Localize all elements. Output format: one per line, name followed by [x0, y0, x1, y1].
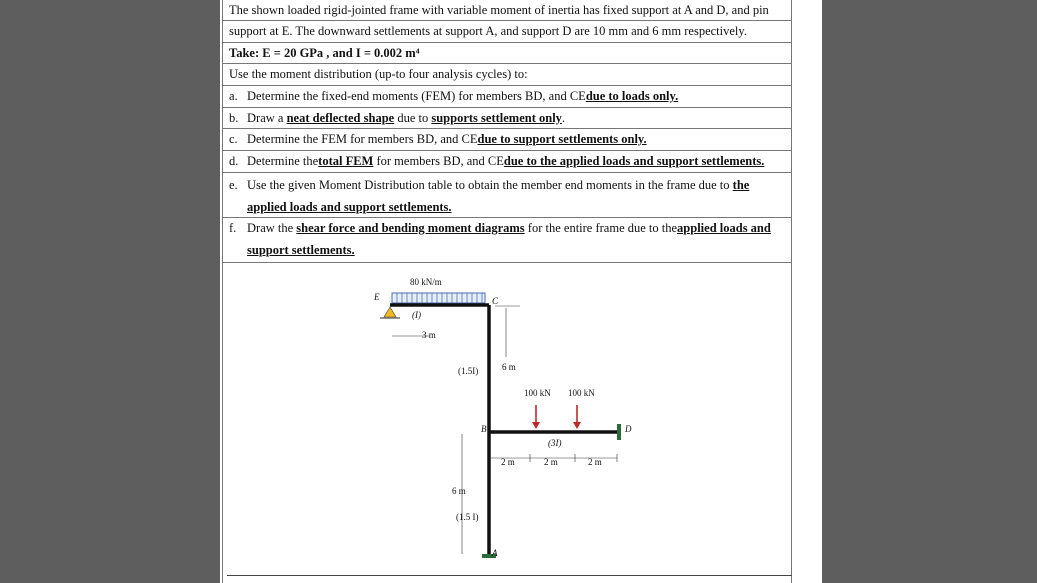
- inertia-ec: (I): [412, 310, 421, 320]
- pin-support-e-icon: [384, 307, 396, 317]
- dimension-lines: [392, 306, 617, 554]
- inertia-cb: (1.5I): [458, 366, 479, 376]
- span-ec: 3 m: [422, 330, 436, 340]
- label-d: D: [625, 424, 632, 434]
- label-b: B: [481, 424, 487, 434]
- text-line-3: Take: E = 20 GPa , and I = 0.002 m⁴: [222, 43, 792, 64]
- height-ba: 6 m: [452, 486, 466, 496]
- bottom-rule: [227, 575, 792, 576]
- text-line-2: support at E. The downward settlements at support A, and support D are 10 mm and 6 mm respectively.: [222, 21, 792, 43]
- udl-label: 80 kN/m: [410, 277, 442, 287]
- inertia-ba: (1.5 I): [456, 512, 479, 522]
- text-line-4: Use the moment distribution (up-to four analysis cycles) to:: [222, 64, 792, 86]
- text-line-1: The shown loaded rigid-jointed frame with variable moment of inertia has fixed support at A and D, and pin: [222, 0, 792, 21]
- item-b: b. Draw a neat deflected shape due to supports settlement only.: [222, 108, 792, 129]
- label-c: C: [492, 296, 499, 306]
- frame-figure: [370, 272, 640, 572]
- item-c: c. Determine the FEM for members BD, and CEdue to support settlements only.: [222, 129, 792, 151]
- load-label-1: 100 kN: [524, 388, 551, 398]
- udl-block: [392, 293, 485, 303]
- dim-1: 2 m: [501, 457, 515, 467]
- label-a: A: [492, 548, 498, 558]
- dim-3: 2 m: [588, 457, 602, 467]
- height-cb: 6 m: [502, 362, 516, 372]
- item-f: f. Draw the shear force and bending moment diagrams for the entire frame due to theapplied loads and support settlements.: [222, 218, 792, 263]
- item-a: a. Determine the fixed-end moments (FEM) for members BD, and CEdue to loads only.: [222, 86, 792, 108]
- fixed-support-d-icon: [617, 424, 621, 440]
- label-e: E: [374, 292, 380, 302]
- load-label-2: 100 kN: [568, 388, 595, 398]
- frame-diagram: [370, 272, 640, 572]
- item-d: d. Determine thetotal FEM for members BD, and CEdue to the applied loads and support settlements.: [222, 151, 792, 173]
- inertia-bd: (3I): [548, 438, 562, 448]
- item-e: e. Use the given Moment Distribution table to obtain the member end moments in the frame due to the applied loads and support settlements.: [222, 173, 792, 218]
- dim-2: 2 m: [544, 457, 558, 467]
